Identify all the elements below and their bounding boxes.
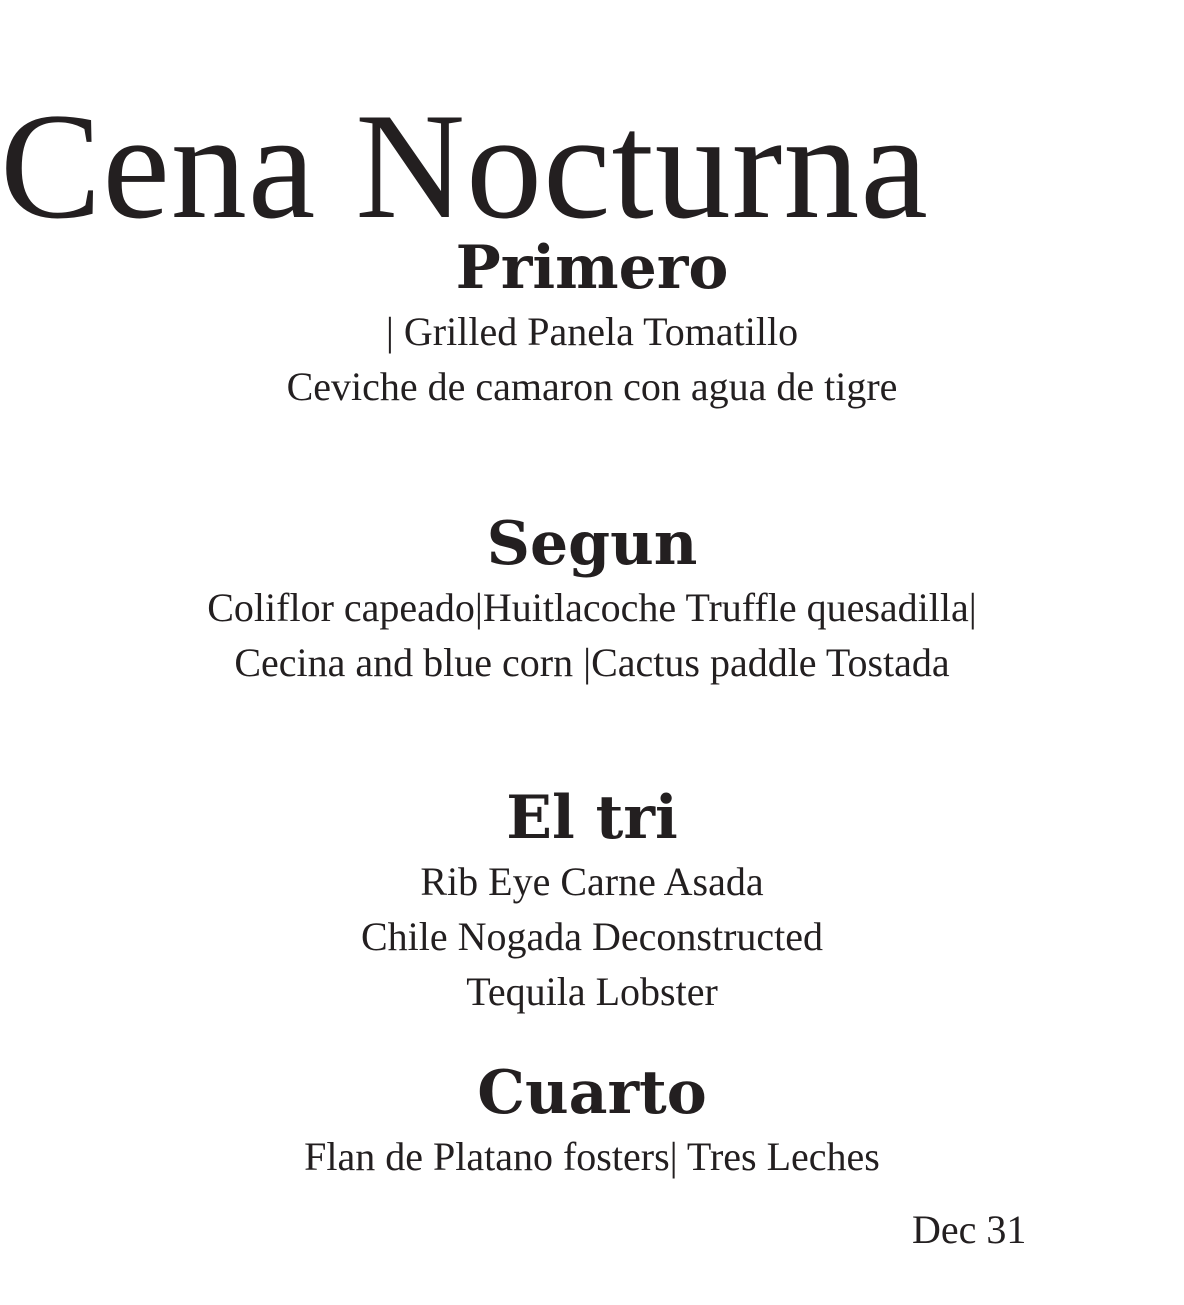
menu-item: Tequila Lobster [466,969,718,1014]
course-heading: Segun [486,509,698,579]
course-items [0,304,1184,414]
menu-item: | Grilled Panela Tomatillo [385,309,799,354]
course-items [0,854,1184,1019]
menu-item: Cecina and blue corn |Cactus paddle Tostada [234,640,950,685]
menu-date: Dec 31 [912,1207,1027,1252]
course-items [0,1129,1184,1184]
menu-item: Chile Nogada Deconstructed [360,914,824,959]
course-el-tri [0,783,1184,1019]
course-primero [0,233,1184,414]
course-items [0,580,1184,690]
course-heading: El tri [506,783,678,853]
menu-item: Coliflor capeado|Huitlacoche Truffle quesadilla| [207,585,977,630]
menu-item: Rib Eye Carne Asada [420,859,764,904]
course-heading: Primero [455,233,729,303]
menu-item: Flan de Platano fosters| Tres Leches [304,1134,880,1179]
course-heading: Cuarto [477,1058,707,1128]
course-cuarto [0,1058,1184,1184]
menu-item: Ceviche de camaron con agua de tigre [286,364,898,409]
menu-title: Cena Nocturna [0,81,929,250]
course-segun [0,509,1184,690]
